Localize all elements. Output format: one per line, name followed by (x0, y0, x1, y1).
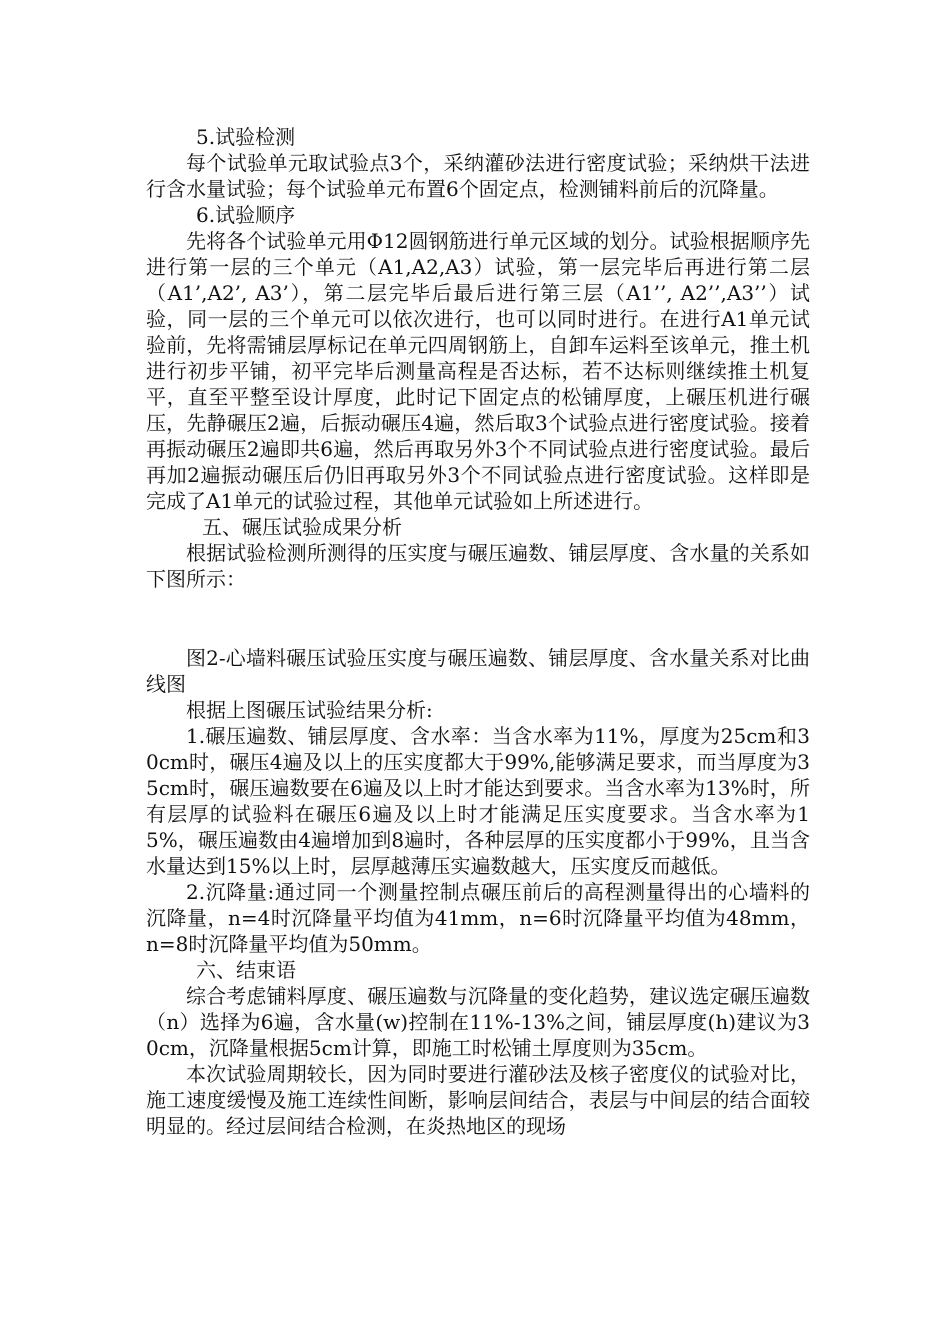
paragraph-analysis-compaction: 1.碾压遍数、铺层厚度、含水率：当含水率为11%，厚度为25cm和30cm时，碾压4遍及以上的压实度都大于99%,能够满足要求，而当厚度为35cm时，碾压遍数要在6遍及以上时才能达到要求。当含水率为13%时，所有层厚的试验料在碾压6遍及以上时才能满足压实度要求。当含水率为15%，碾压遍数由4遍增加到8遍时，各种层厚的压实度都小于99%，且当含水量达到15%以上时，层厚越薄压实遍数越大，压实度反而越低。 (146, 724, 810, 878)
section-heading-conclusion: 六、结束语 (196, 958, 296, 982)
section-heading-test-sequence: 6.试验顺序 (196, 203, 296, 227)
section-heading-test-inspection: 5.试验检测 (196, 125, 296, 149)
paragraph-results-intro: 根据试验检测所测得的压实度与碾压遍数、铺层厚度、含水量的关系如下图所示： (146, 541, 810, 591)
figure-caption: 图2-心墙料碾压试验压实度与碾压遍数、铺层厚度、含水量关系对比曲线图 (146, 646, 810, 696)
paragraph-conclusion-notes: 本次试验周期较长，因为同时要进行灌砂法及核子密度仪的试验对比，施工速度缓慢及施工连续性间断，影响层间结合，表层与中间层的结合面较明显的。经过层间结合检测，在炎热地区的现场 (146, 1062, 810, 1138)
document-body (146, 124, 810, 1139)
paragraph-test-inspection: 每个试验单元取试验点3个，采纳灌砂法进行密度试验；采纳烘干法进行含水量试验；每个试验单元布置6个固定点，检测铺料前后的沉降量。 (146, 151, 810, 201)
paragraph-analysis-settlement: 2.沉降量:通过同一个测量控制点碾压前后的高程测量得出的心墙料的沉降量，n=4时沉降量平均值为41mm，n=6时沉降量平均值为48mm，n=8时沉降量平均值为50mm。 (146, 880, 810, 956)
paragraph-analysis-intro: 根据上图碾压试验结果分析: (186, 698, 433, 722)
section-heading-results-analysis: 五、碾压试验成果分析 (202, 515, 402, 539)
paragraph-test-sequence: 先将各个试验单元用Φ12圆钢筋进行单元区域的划分。试验根据顺序先进行第一层的三个单元（A1,A2,A3）试验，第一层完毕后再进行第二层（A1’,A2’, A3’），第二层完毕后最后进行第三层（A1’’, A2’’,A3’’）试验，同一层的三个单元可以依次进行，也可以同时进行。在进行A1单元试验前，先将需铺层厚标记在单元四周钢筋上，自卸车运料至该单元，推土机进行初步平铺，初平完毕后测量高程是否达标，若不达标则继续推土机复平，直至平整至设计厚度，此时记下固定点的松铺厚度，上碾压机进行碾压，先静碾压2遍，后振动碾压4遍，然后取3个试验点进行密度试验。接着再振动碾压2遍即共6遍，然后再取另外3个不同试验点进行密度试验。最后再加2遍振动碾压后仍旧再取另外3个不同试验点进行密度试验。这样即是完成了A1单元的试验过程，其他单元试验如上所述进行。 (146, 229, 810, 513)
figure-placeholder (146, 592, 810, 645)
paragraph-conclusion-recommendation: 综合考虑铺料厚度、碾压遍数与沉降量的变化趋势，建议选定碾压遍数（n）选择为6遍，含水量(w)控制在11%-13%之间，铺层厚度(h)建议为30cm，沉降量根据5cm计算，即施工时松铺土厚度则为35cm。 (146, 984, 810, 1060)
